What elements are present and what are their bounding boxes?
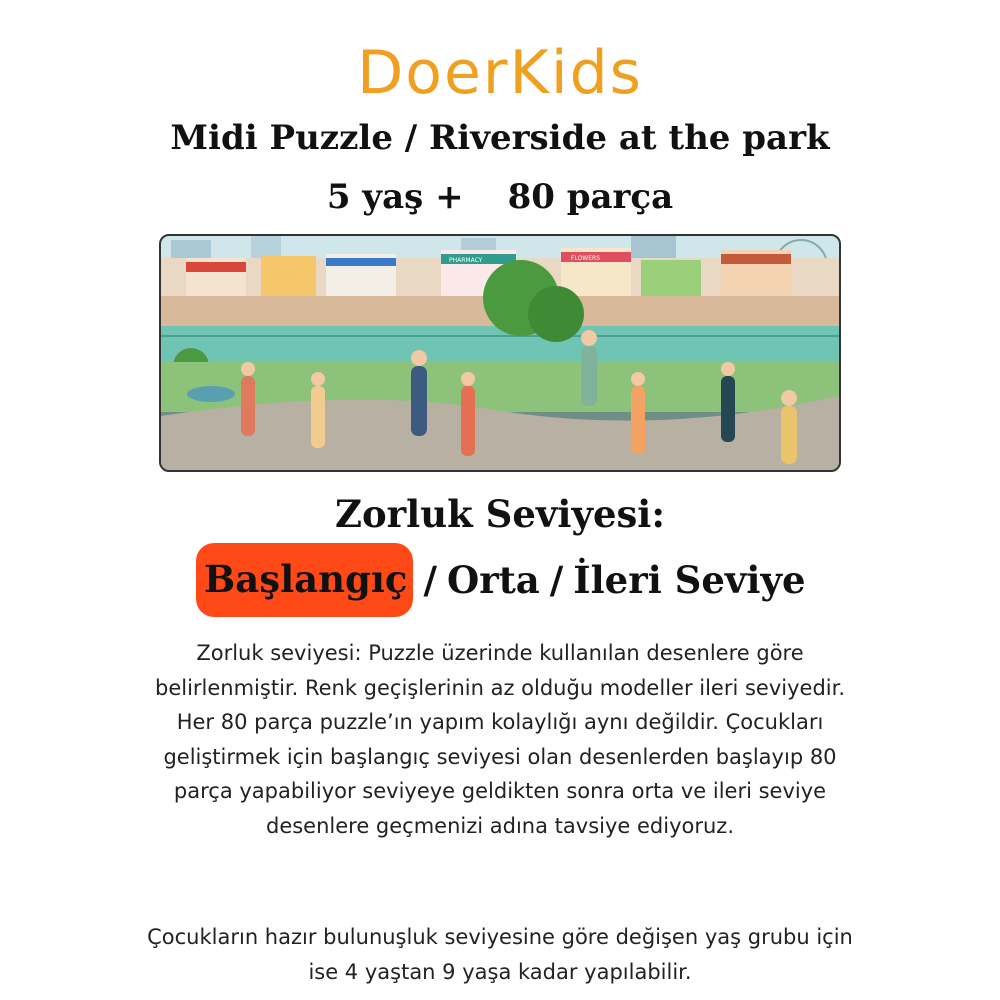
level-advanced: İleri Seviye xyxy=(573,558,806,602)
product-meta xyxy=(0,177,1000,217)
difficulty-levels xyxy=(196,540,806,620)
level-separator: / xyxy=(549,558,564,602)
pieces-label: 80 parça xyxy=(507,177,674,217)
level-separator: / xyxy=(423,558,437,602)
puzzle-illustration xyxy=(161,236,839,470)
level-beginner: Başlangıç xyxy=(196,543,413,617)
age-note: Çocukların hazır bulunuşluk seviyesine göre değişen yaş grubu için ise 4 yaştan 9 yaşa kadar yapılabilir. xyxy=(147,925,853,984)
age-label: 5 yaş + xyxy=(326,177,464,217)
description-paragraph: Zorluk seviyesi: Puzzle üzerinde kullanılan desenlere göre belirlenmiştir. Renk geçişlerinin az olduğu modeller ileri seviyedir. Her 80 parça puzzle’ın yapım kolaylığı aynı değildir. Çocukları geliştirmek için başlangıç seviyesi olan desenlerden başlayıp 80 parça yapabiliyor seviyeye geldikten sonra orta ve ileri seviye desenlere geçmenizi adına tavsiye ediyoruz. xyxy=(154,641,846,838)
product-title: Midi Puzzle / Riverside at the park xyxy=(170,118,830,158)
sign-flowers: FLOWERS xyxy=(571,255,601,262)
level-medium: Orta xyxy=(446,558,540,602)
sign-pharmacy: PHARMACY xyxy=(449,257,483,264)
puzzle-image xyxy=(159,234,841,472)
brand-logo: DoerKids xyxy=(357,38,643,108)
difficulty-title: Zorluk Seviyesi: xyxy=(334,492,666,536)
